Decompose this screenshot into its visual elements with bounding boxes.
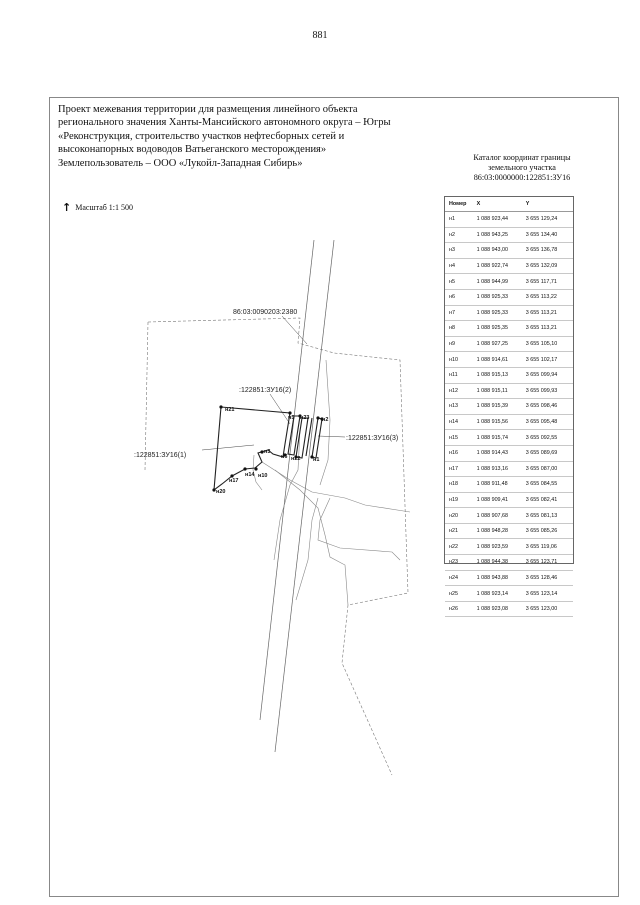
cell-x: 1 088 943,00 [476, 247, 509, 254]
cell-number: н16 [449, 450, 458, 457]
cell-number: н10 [449, 356, 458, 363]
cell-y: 3 655 105,10 [525, 341, 558, 348]
cell-x: 1 088 913,16 [476, 465, 509, 472]
cell-number: н11 [449, 372, 458, 379]
cell-number: н14 [449, 419, 458, 426]
north-arrow-icon: ↑ [62, 200, 72, 214]
point-label: н20 [216, 489, 226, 495]
cell-y: 3 655 102,17 [525, 356, 558, 363]
cell-y: 3 655 098,46 [525, 403, 558, 410]
cell-y: 3 655 082,41 [525, 496, 558, 503]
cell-x: 1 088 915,56 [476, 419, 509, 426]
cell-y: 3 655 095,48 [525, 419, 558, 426]
cell-x: 1 088 923,59 [476, 543, 509, 550]
cell-y: 3 655 099,93 [525, 387, 558, 394]
parcel-zu16-3 [312, 418, 322, 458]
cell-y: 3 655 085,26 [525, 528, 558, 535]
parcel-label-zu16-1: :122851:ЗУ16(1) [134, 452, 187, 459]
cell-number: н26 [449, 606, 458, 613]
cell-y: 3 655 117,71 [525, 278, 557, 285]
point-label: н21 [225, 407, 235, 413]
cell-x: 1 088 925,33 [476, 294, 509, 301]
title-line: «Реконструкция, строительство участков нефтесборных сетей и [58, 130, 345, 142]
cell-number: н8 [449, 325, 455, 332]
cell-number: н3 [449, 247, 455, 254]
leader-line [282, 316, 307, 344]
road-outline [274, 430, 300, 560]
cell-number: н12 [449, 387, 458, 394]
cell-x: 1 088 923,08 [476, 606, 509, 613]
cell-y: 3 655 087,00 [525, 465, 558, 472]
cell-number: н13 [449, 403, 458, 410]
point-label: н23 [300, 415, 310, 421]
cell-x: 1 088 925,35 [476, 325, 509, 332]
cell-number: н6 [449, 294, 455, 301]
cell-x: 1 088 944,99 [476, 278, 509, 285]
point-label: н22 [291, 456, 301, 462]
cell-y: 3 655 119,06 [525, 543, 557, 550]
cell-y: 3 655 099,94 [525, 372, 558, 379]
cell-x: 1 088 944,38 [476, 559, 509, 566]
cell-y: 3 655 123,00 [525, 606, 558, 613]
cell-y: 3 655 123,14 [525, 590, 558, 597]
header-y: Y [525, 201, 530, 207]
cell-x: 1 088 923,44 [476, 216, 509, 223]
catalog-title-line: Каталог координат границы [473, 153, 571, 162]
cell-number: н18 [449, 481, 458, 488]
cell-y: 3 655 092,55 [525, 434, 558, 441]
cell-x: 1 088 915,74 [476, 434, 509, 441]
title-line: высоконапорных водоводов Ватьеганского месторождения» [58, 144, 327, 156]
cell-number: н1 [449, 216, 455, 223]
cell-x: 1 088 922,74 [476, 263, 509, 270]
leader-line [202, 445, 254, 450]
cell-x: 1 088 914,43 [476, 450, 509, 457]
cadastral-parcel-boundary [145, 322, 148, 470]
cell-number: н15 [449, 434, 458, 441]
cell-number: н17 [449, 465, 458, 472]
cell-number: н2 [449, 231, 455, 238]
cell-y: 3 655 134,40 [525, 231, 558, 238]
point-label: н3 [264, 449, 271, 455]
point-label: н10 [258, 473, 268, 479]
leader-line [318, 436, 345, 437]
header-number: Номер [449, 201, 467, 207]
cell-y: 3 655 113,21 [525, 325, 557, 332]
corridor-line [275, 240, 334, 752]
cell-y: 3 655 132,09 [525, 263, 558, 270]
cell-number: н24 [449, 574, 458, 581]
road-outline [318, 498, 400, 560]
title-line: регионального значения Ханты-Мансийского автономного округа – Югры [58, 117, 391, 129]
cell-x: 1 088 927,25 [476, 341, 509, 348]
cell-y: 3 655 123,71 [525, 559, 558, 566]
header-x: X [476, 201, 481, 207]
cell-y: 3 655 136,78 [525, 247, 558, 254]
catalog-title-line: земельного участка [488, 163, 556, 172]
point-label: н14 [245, 472, 255, 478]
cell-x: 1 088 925,33 [476, 309, 509, 316]
cell-y: 3 655 128,46 [525, 574, 558, 581]
parcel-label-zu16-2: :122851:ЗУ16(2) [239, 387, 292, 394]
point-label: н17 [229, 478, 239, 484]
scale-label: Масштаб 1:1 500 [75, 203, 134, 212]
cell-number: н23 [449, 559, 458, 566]
cell-x: 1 088 914,61 [476, 356, 509, 363]
cell-x: 1 088 948,28 [476, 528, 509, 535]
cell-x: 1 088 915,39 [476, 403, 509, 410]
parcel-zu16-2 [288, 416, 300, 455]
title-line: Проект межевания территории для размещения линейного объекта [58, 104, 358, 115]
cell-x: 1 088 911,48 [476, 481, 508, 488]
point-label: н5 [288, 415, 295, 421]
cell-number: н4 [449, 263, 455, 270]
cell-number: н25 [449, 590, 458, 597]
cadastral-label: 86:03:0090203:2380 [233, 309, 298, 316]
cell-y: 3 655 129,24 [525, 216, 558, 223]
cell-y: 3 655 084,55 [525, 481, 558, 488]
cell-x: 1 088 923,14 [476, 590, 509, 597]
title-line: Землепользователь – ООО «Лукойл-Западная Сибирь» [58, 157, 303, 169]
catalog-title-line: 86:03:0000000:122851:ЗУ16 [473, 173, 571, 182]
cell-x: 1 088 909,41 [476, 496, 509, 503]
cell-y: 3 655 089,69 [525, 450, 558, 457]
cell-x: 1 088 915,13 [476, 372, 509, 379]
cell-number: н7 [449, 309, 455, 316]
cell-x: 1 088 907,68 [476, 512, 509, 519]
road-outline [296, 498, 318, 600]
point-label: н2 [322, 417, 329, 423]
page-number: 881 [312, 30, 328, 41]
point-label: н6 [281, 454, 288, 460]
cell-y: 3 655 113,22 [525, 294, 557, 301]
cell-x: 1 088 943,88 [476, 574, 509, 581]
cell-x: 1 088 943,25 [476, 231, 509, 238]
parcel-label-zu16-3: :122851:ЗУ16(3) [346, 435, 399, 442]
cell-x: 1 088 915,11 [476, 387, 508, 394]
point-label: н1 [313, 457, 320, 463]
cell-number: н22 [449, 543, 458, 550]
cell-number: н9 [449, 341, 455, 348]
cell-number: н5 [449, 278, 455, 285]
cell-number: н19 [449, 496, 458, 503]
cell-y: 3 655 113,21 [525, 309, 557, 316]
cell-number: н20 [449, 512, 458, 519]
cell-y: 3 655 081,13 [525, 512, 558, 519]
leader-line [270, 394, 290, 424]
cell-number: н21 [449, 528, 458, 535]
